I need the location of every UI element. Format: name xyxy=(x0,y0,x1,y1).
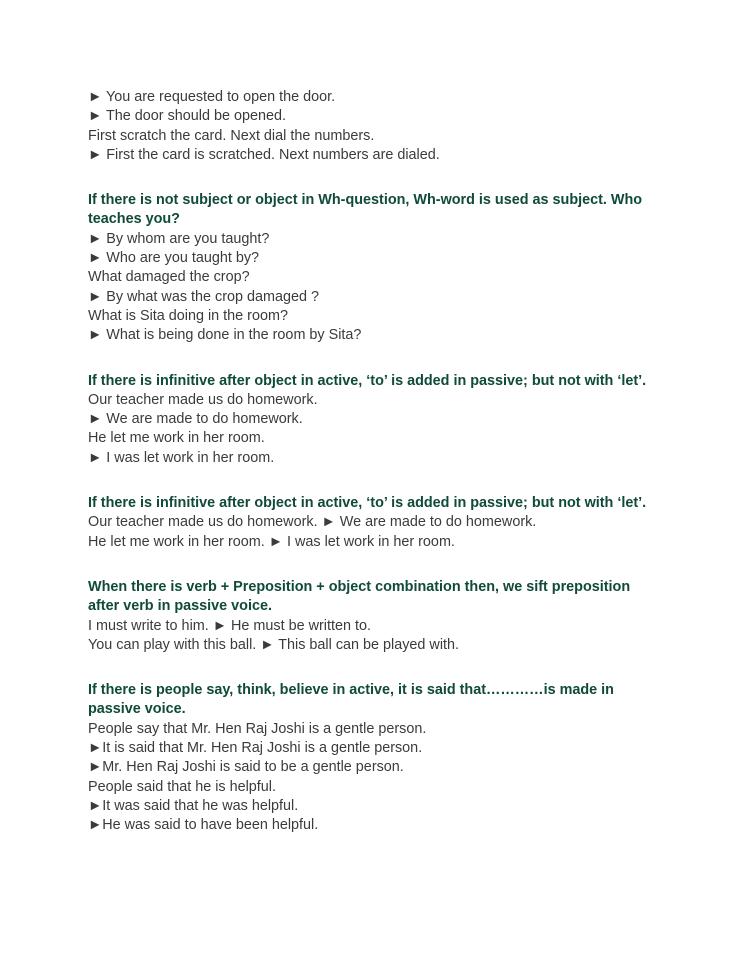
text-line: People said that he is helpful. xyxy=(88,778,277,795)
section-4 xyxy=(88,494,650,552)
text-line: ► By whom are you taught? xyxy=(88,230,270,247)
text-line: ► What is being done in the room by Sita? xyxy=(88,327,362,344)
text-line: ► We are made to do homework. xyxy=(88,411,303,428)
section-6 xyxy=(88,681,650,835)
section-5 xyxy=(88,578,650,655)
text-line: ► By what was the crop damaged ? xyxy=(88,288,320,305)
section-2 xyxy=(88,191,650,345)
text-line: What is Sita doing in the room? xyxy=(88,307,288,324)
text-line: Our teacher made us do homework. xyxy=(88,391,318,408)
text-line: Our teacher made us do homework. ► We are made to do homework. xyxy=(88,514,537,531)
section-3 xyxy=(88,372,650,468)
text-line: He let me work in her room. xyxy=(88,430,265,447)
text-line: ► You are requested to open the door. xyxy=(88,89,336,105)
section-heading: If there is infinitive after object in active, ‘to’ is added in passive; but not with ‘let’. xyxy=(88,495,647,512)
text-line: ►Mr. Hen Raj Joshi is said to be a gentle person. xyxy=(88,759,404,776)
section-heading: If there is infinitive after object in active, ‘to’ is added in passive; but not with ‘let’. xyxy=(88,372,647,389)
text-line: People say that Mr. Hen Raj Joshi is a gentle person. xyxy=(88,720,427,737)
section-1 xyxy=(88,88,650,165)
text-line: ► First the card is scratched. Next numbers are dialed. xyxy=(88,146,440,163)
text-line: ► The door should be opened. xyxy=(88,108,287,125)
text-line: First scratch the card. Next dial the numbers. xyxy=(88,127,375,144)
text-line: ►It was said that he was helpful. xyxy=(88,797,299,814)
text-line: He let me work in her room. ► I was let work in her room. xyxy=(88,533,455,550)
text-line: I must write to him. ► He must be written to. xyxy=(88,617,371,634)
text-line: You can play with this ball. ► This ball can be played with. xyxy=(88,636,460,653)
document-page xyxy=(88,88,650,836)
section-heading: If there is people say, think, believe in active, it is said that…………is made in passive voice. xyxy=(88,682,614,718)
text-line: What damaged the crop? xyxy=(88,269,250,286)
section-heading: When there is verb + Preposition + object combination then, we sift preposition after verb in passive voice. xyxy=(88,578,631,615)
text-line: ►He was said to have been helpful. xyxy=(88,817,319,834)
text-line: ► Who are you taught by? xyxy=(88,250,260,267)
section-heading: If there is not subject or object in Wh-question, Wh-word is used as subject. Who teaches you? xyxy=(88,192,643,228)
text-line: ► I was let work in her room. xyxy=(88,449,275,466)
text-line: ►It is said that Mr. Hen Raj Joshi is a gentle person. xyxy=(88,740,423,757)
